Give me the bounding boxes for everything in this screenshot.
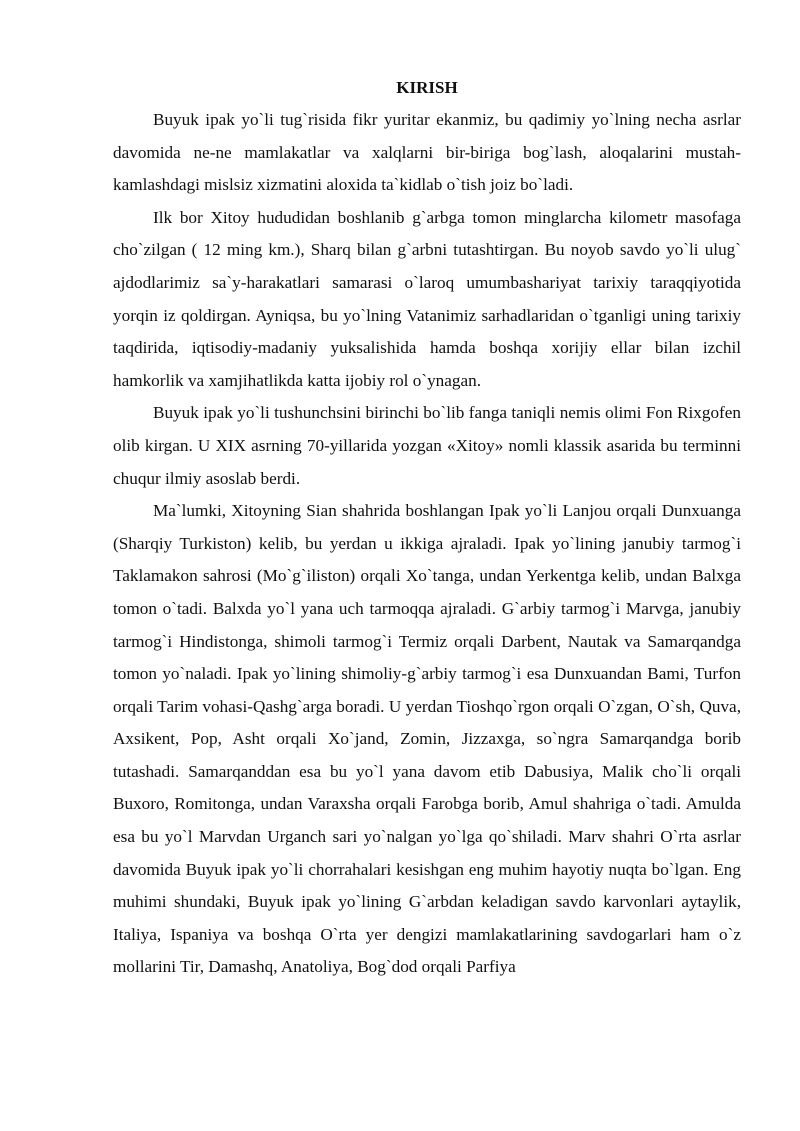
paragraph-4: Ma`lumki, Xitoyning Sian shahrida boshlangan Ipak yo`li Lanjou orqali Dunxuanga (Sharqiy Turkiston) kelib, bu yerdan u ikkiga ajraladi. Ipak yo`lining janubiy tarmog`i Taklamakon sahrosi (Mo`g`iliston) orqali Xo`tanga, undan Yerkentga kelib, undan Balxga tomon o`tadi. Balxda yo`l yana uch tarmoqqa ajraladi. G`arbiy tarmog`i Marvga, janubiy tarmog`i Hindistonga, shimoli tarmog`i Termiz orqali Darbent, Nautak va Samarqandga tomon yo`naladi. Ipak yo`lining shimoliy-g`arbiy tarmog`i esa Dunxuandan Bami, Turfon orqali Tarim vohasi-Qashg`arga boradi. U yerdan Tioshqo`rgon orqali O`zgan, O`sh, Quva, Axsikent, Pop, Asht orqali Xo`jand, Zomin, Jizzaxga, so`ngra Samarqandga borib tutashadi. Samarqanddan esa bu yo`l yana davom etib Dabusiya, Malik cho`li orqali Buxoro, Romitonga, undan Varaxsha orqali Farobga borib, Amul shahriga o`tadi. Amulda esa bu yo`l Marvdan Urganch sari yo`nalgan yo`lga qo`shiladi. Marv shahri O`rta asrlar davomida Buyuk ipak yo`li chorrahalari kesishgan eng muhim hayotiy nuqta bo`lgan. Eng muhimi shundaki, Buyuk ipak yo`lining G`arbdan keladigan savdo karvonlari aytaylik, Italiya, Ispaniya va boshqa O`rta yer dengizi mamlakatlarining savdogarlari ham o`z mollarini Tir, Damashq, Anatoliya, Bog`dod orqali Parfiya: [113, 501, 741, 977]
paragraph-2: Ilk bor Xitoy hududidan boshlanib g`arbga tomon minglarcha kilometr masofaga cho`zilgan ( 12 ming km.), Sharq bilan g`arbni tutashtirgan. Bu noyob savdo yo`li ulug` ajdodlarimiz sa`y-harakatlari samarasi o`laroq umumbashariyat tarixiy taraqqiyotida yorqin iz qoldirgan. Ayniqsa, bu yo`lning Vatanimiz sarhadlaridan o`tganligi uning tarixiy taqdirida, iqtisodiy-madaniy yuksalishida hamda boshqa xorijiy ellar bilan izchil hamkorlik va xamjihatlikda katta ijobiy rol o`ynagan.: [113, 207, 741, 390]
paragraph-1: Buyuk ipak yo`li tug`risida fikr yuritar ekanmiz, bu qadimiy yo`lning necha asrlar davomida ne-ne mamlakatlar va xalqlarni bir-biriga bog`lash, aloqalarini mustah-kamlashdagi mislsiz xizmatini aloxida ta`kidlab o`tish joiz bo`ladi.: [113, 110, 741, 195]
section-heading: KIRISH: [396, 78, 458, 97]
paragraph-3: Buyuk ipak yo`li tushunchsini birinchi bo`lib fanga taniqli nemis olimi Fon Rixgofen olib kirgan. U XIX asrning 70-yillarida yozgan «Xitoy» nomli klassik asarida bu terminni chuqur ilmiy asoslab berdi.: [113, 403, 741, 488]
document-page: [113, 76, 741, 984]
